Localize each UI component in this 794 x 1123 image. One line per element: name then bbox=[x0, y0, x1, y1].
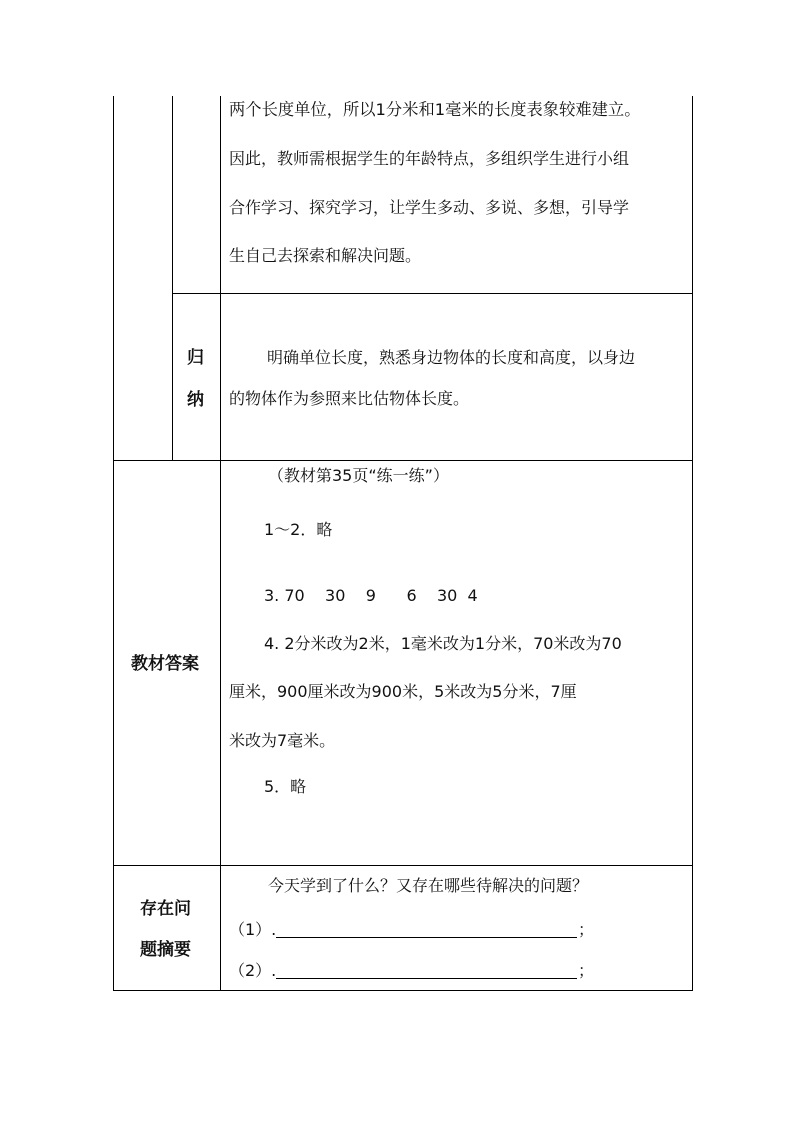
summary-line-2: 的物体作为参照来比估物体长度。 bbox=[229, 389, 470, 408]
summary-line-1: 明确单位长度，熟悉身边物体的长度和高度，以身边 bbox=[267, 348, 636, 367]
table-divider-content bbox=[220, 96, 221, 991]
problems-row2-prefix: （2）. bbox=[229, 961, 277, 980]
problems-prompt: 今天学到了什么？又存在哪些待解决的问题？ bbox=[268, 876, 589, 895]
answers-label: 教材答案 bbox=[131, 654, 199, 674]
summary-label-1: 归 bbox=[187, 348, 204, 368]
problems-label-1: 存在问 bbox=[140, 899, 191, 919]
problems-row1-blank[interactable] bbox=[276, 921, 577, 938]
table-border-right bbox=[692, 96, 693, 991]
table-rule-summary-top bbox=[172, 293, 693, 294]
answers-item-4-line-1: 4. 2分米改为2米，1毫米改为1分米，70米改为70 bbox=[264, 634, 622, 653]
answers-item-3: 3. 70 30 9 6 30 4 bbox=[264, 586, 478, 605]
table-rule-problems-top bbox=[113, 865, 693, 866]
answers-item-1-2: 1～2．略 bbox=[264, 520, 333, 539]
answers-item-4-line-3: 米改为7毫米。 bbox=[229, 731, 336, 750]
table-border-left bbox=[113, 96, 114, 991]
top-line-1: 两个长度单位，所以1分米和1毫米的长度表象较难建立。 bbox=[229, 100, 641, 119]
problems-label-2: 题摘要 bbox=[140, 940, 191, 960]
summary-label-2: 纳 bbox=[187, 390, 204, 410]
top-line-2: 因此，教师需根据学生的年龄特点，多组织学生进行小组 bbox=[229, 149, 630, 168]
table-border-bottom bbox=[113, 990, 693, 991]
answers-source: （教材第35页“练一练”） bbox=[268, 466, 449, 485]
table-rule-answers-top bbox=[113, 460, 693, 461]
answers-item-5: 5．略 bbox=[264, 777, 307, 796]
answers-item-4-line-2: 厘米，900厘米改为900米，5米改为5分米，7厘 bbox=[229, 682, 577, 701]
problems-row1-prefix: （1）. bbox=[229, 920, 277, 939]
top-line-4: 生自己去探索和解决问题。 bbox=[229, 246, 422, 265]
top-line-3: 合作学习、探究学习，让学生多动、多说、多想，引导学 bbox=[229, 198, 630, 217]
table-divider-sub bbox=[172, 96, 173, 460]
problems-row2-blank[interactable] bbox=[276, 962, 577, 979]
problems-row2-suffix: ； bbox=[578, 961, 595, 980]
problems-row1-suffix: ； bbox=[578, 920, 595, 939]
